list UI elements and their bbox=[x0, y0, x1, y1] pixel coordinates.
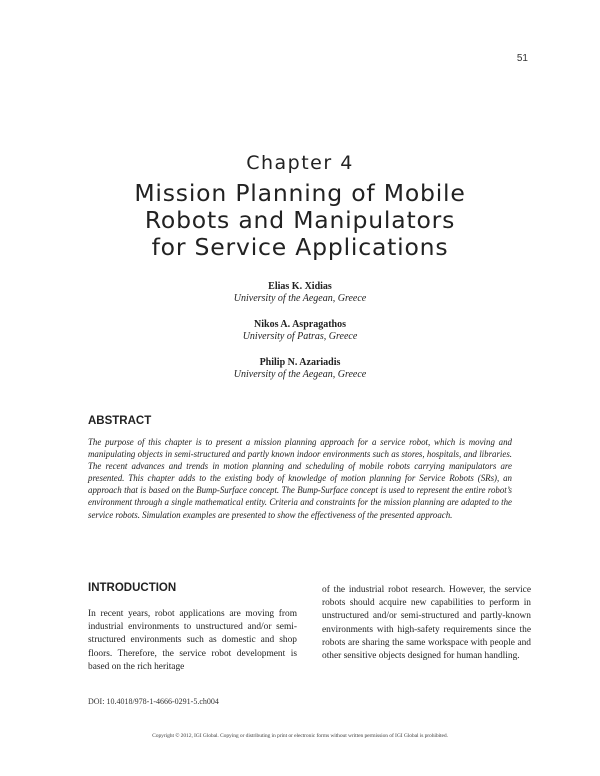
copyright-notice: Copyright © 2012, IGI Global. Copying or distributing in print or electronic forms without written permission of IGI Global is prohibited. bbox=[152, 733, 448, 739]
chapter-title-line: Robots and Manipulators bbox=[144, 206, 456, 234]
introduction-right-column: of the industrial robot research. However, the service robots should acquire new capabilities to perform in unstructured and/or semi-structured and partly-known environments with high-safety requirements since the robots are sharing the same workspace with people and other sensitive objects designed for human handling. bbox=[322, 585, 531, 662]
abstract-heading: ABSTRACT bbox=[88, 415, 152, 427]
author-block bbox=[0, 281, 600, 305]
author-block bbox=[0, 319, 600, 343]
author-block bbox=[0, 357, 600, 381]
doi-line: DOI: 10.4018/978-1-4666-0291-5.ch004 bbox=[88, 697, 219, 706]
author-name: Elias K. Xidias bbox=[268, 281, 332, 292]
introduction-heading: INTRODUCTION bbox=[88, 582, 177, 594]
author-affiliation: University of Patras, Greece bbox=[242, 331, 358, 342]
introduction-left-column: In recent years, robot applications are moving from industrial environments to unstructured and/or semi-structured environments such as domestic and shop floors. Therefore, the service robot development is based on the rich heritage bbox=[88, 609, 297, 672]
author-affiliation: University of the Aegean, Greece bbox=[233, 369, 367, 380]
abstract-text: The purpose of this chapter is to present a mission planning approach for a service robot, which is moving and manipulating objects in semi-structured and partly known indoor environments such as stores, hospitals, and libraries. The recent advances and trends in motion planning and scheduling of mobile robots carrying manipulators are presented. This chapter adds to the existing body of knowledge of motion planning for Service Robots (SRs), an approach that is based on the Bump-Surface concept. The Bump-Surface concept is used to represent the entire robot’s environment through a single mathematical entity. Criteria and constraints for the mission planning are adapted to the service robots. Simulation examples are presented to show the effectiveness of the presented approach. bbox=[88, 437, 512, 520]
author-affiliation: University of the Aegean, Greece bbox=[233, 293, 367, 304]
chapter-label: Chapter 4 bbox=[246, 152, 354, 174]
chapter-title-line: for Service Applications bbox=[151, 233, 449, 261]
chapter-title-line: Mission Planning of Mobile bbox=[134, 179, 466, 207]
page-number: 51 bbox=[516, 53, 528, 64]
chapter-title bbox=[60, 180, 540, 261]
author-list bbox=[0, 281, 600, 395]
author-name: Philip N. Azariadis bbox=[259, 357, 341, 368]
author-name: Nikos A. Aspragathos bbox=[254, 319, 346, 330]
